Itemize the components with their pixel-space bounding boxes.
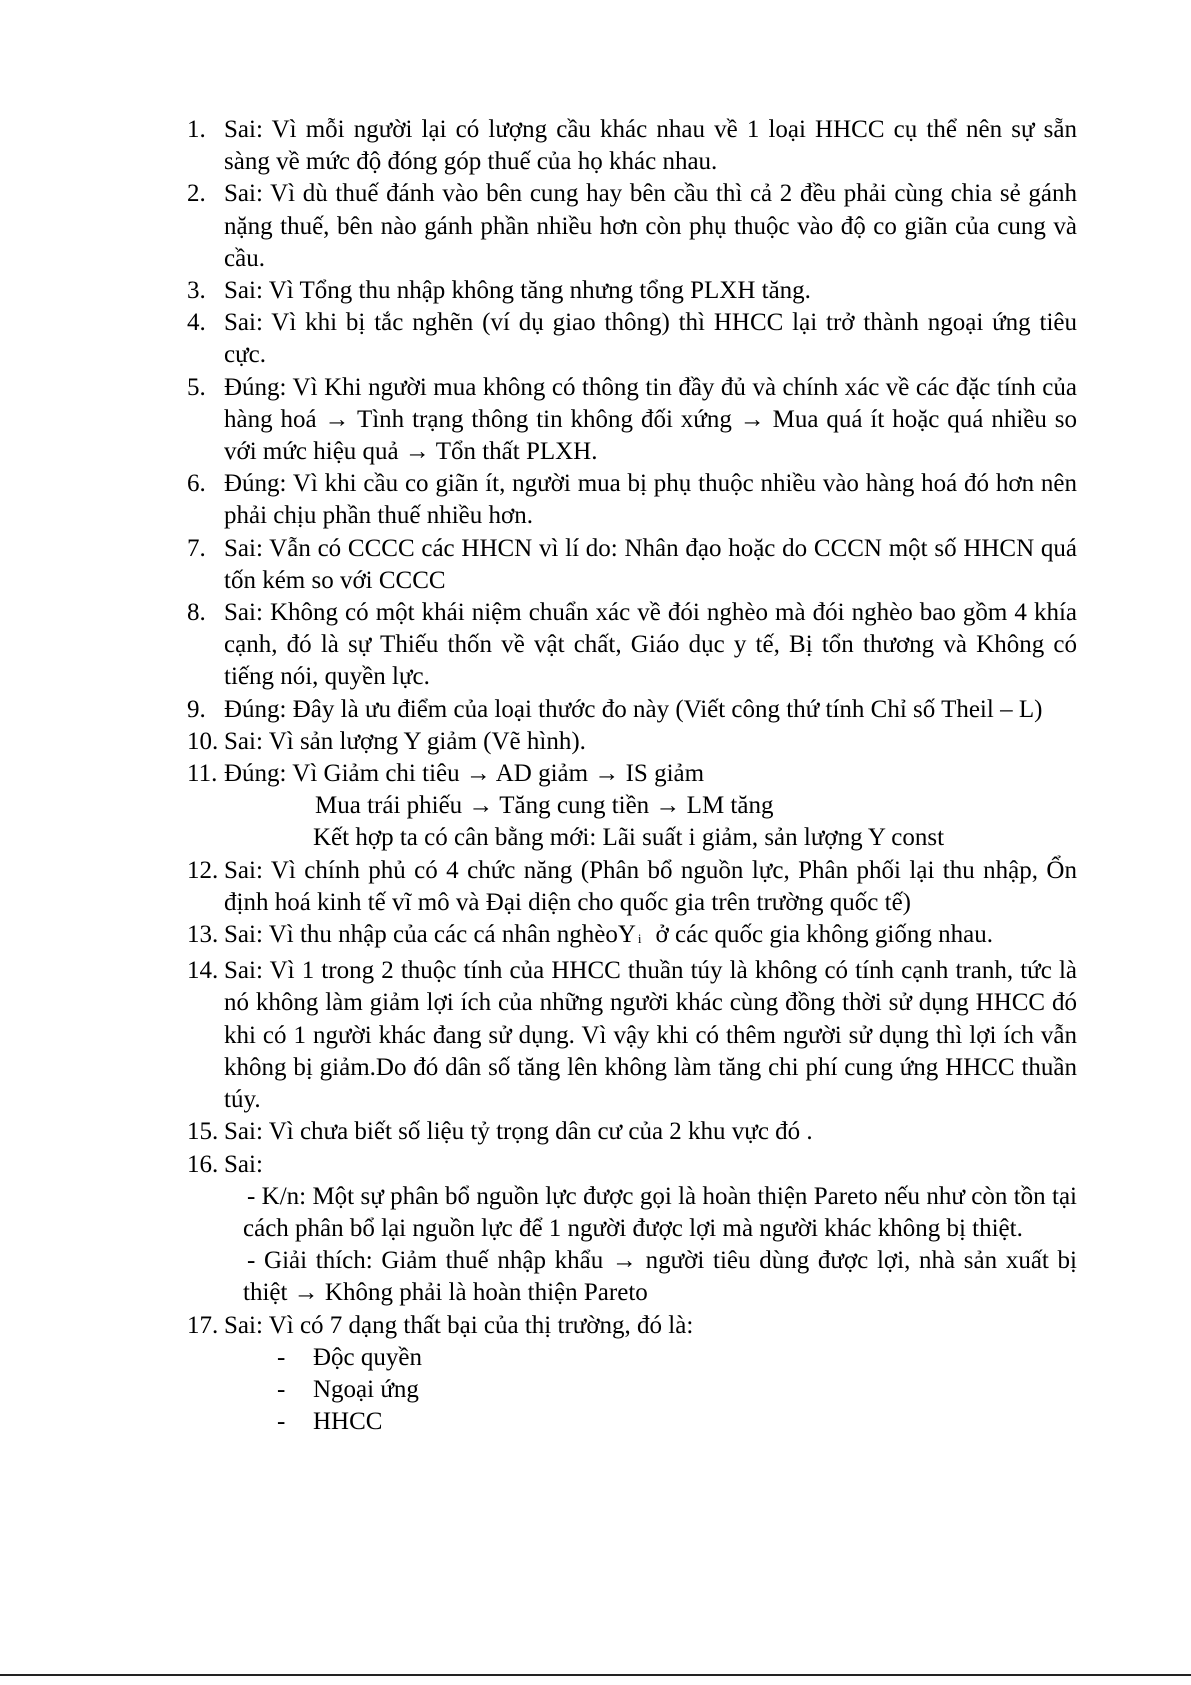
item-number: 15. [187,1118,219,1146]
bullet-item [187,1342,1077,1374]
item-text: Sai: Vì 1 trong 2 thuộc tính của HHCC thuần túy là không có tính cạnh tranh, tức là nó không làm giảm lợi ích của những người khác cùng đồng thời sử dụng HHCC đó khi có 1 người khác đang sử dụng. Vì vậy khi có thêm người sử dụng thì lợi ích vẫn không bị giảm.Do đó dân số tăng lên không làm tăng chi phí cung ứng HHCC thuần túy. [224,957,1077,1114]
item-text: Sai: Vì sản lượng Y giảm (Vẽ hình). [224,727,586,755]
item-number: 2. [187,180,206,208]
list-item [187,1116,1077,1148]
item-text: Sai: Vì chính phủ có 4 chức năng (Phân bổ nguồn lực, Phân phối lại thu nhập, Ổn định hoá kinh tế vĩ mô và Đại diện cho quốc gia trên trường quốc tế) [224,856,1077,916]
item-11-subline-2: Kết hợp ta có cân bằng mới: Lãi suất i giảm, sản lượng Y const [313,824,945,852]
item-number: 10. [187,727,219,755]
item-text: Đúng: Đây là ưu điểm của loại thước đo này (Viết công thứ tính Chỉ số Theil – L) [224,695,1043,723]
item-number: 5. [187,373,206,401]
list-item [187,275,1077,307]
list-item [187,372,1077,469]
item-text: Sai: Vì Tổng thu nhập không tăng nhưng tổng PLXH tăng. [224,277,811,305]
list-item [187,1149,1077,1181]
item-text: Đúng: Vì Giảm chi tiêu → AD giảm → IS giảm [224,760,705,788]
item-number: 12. [187,856,219,884]
item-number: 14. [187,957,219,985]
item-number: 17. [187,1311,219,1339]
item-text: Sai: Vì có 7 dạng thất bại của thị trường, đó là: [224,1311,694,1339]
bullet-text: HHCC [313,1408,383,1436]
item-number: 1. [187,116,206,143]
item-text: Sai: Vì khi bị tắc nghẽn (ví dụ giao thông) thì HHCC lại trở thành ngoại ứng tiêu cực. [224,309,1077,369]
item-number: 9. [187,695,206,723]
list-item [187,597,1077,694]
list-item [187,955,1077,1116]
dash-bullet: - [277,1375,286,1403]
item-16-explanation: - Giải thích: Giảm thuế nhập khẩu → người tiêu dùng được lợi, nhà sản xuất bị thiệt → Không phải là hoàn thiện Pareto [243,1247,1077,1307]
bullet-item [187,1374,1077,1406]
bullet-text: Ngoại ứng [313,1375,419,1403]
item-number: 13. [187,921,219,949]
item-text-part-1: Sai: Vì thu nhập của các cá nhân nghèoY [224,921,636,949]
list-item [187,855,1077,919]
dash-bullet: - [277,1343,286,1371]
item-text: Đúng: Vì khi cầu co giãn ít, người mua bị phụ thuộc nhiều vào hàng hoá đó hơn nên phải chịu phần thuế nhiều hơn. [224,470,1077,530]
item-text-part-2: ở các quốc gia không giống nhau. [655,921,993,949]
list-item [187,919,1077,955]
answer-list [187,114,1077,1438]
item-number: 3. [187,277,206,305]
item-number: 6. [187,470,206,498]
item-11-subline-1: Mua trái phiếu → Tăng cung tiền → LM tăng [315,792,774,820]
list-item [187,694,1077,726]
list-item [187,1310,1077,1342]
list-item [187,758,1077,790]
item-number: 7. [187,534,206,562]
list-item [187,178,1077,275]
item-text: Sai: Vì chưa biết số liệu tỷ trọng dân cư của 2 khu vực đó . [224,1118,813,1146]
item-text: Đúng: Vì Khi người mua không có thông tin đầy đủ và chính xác về các đặc tính của hàng hoá → Tình trạng thông tin không đối xứng → Mua quá ít hoặc quá nhiều so với mức hiệu quả → Tổn thất PLXH. [224,373,1077,466]
dash-bullet: - [277,1408,286,1436]
list-item [187,468,1077,532]
item-number: 11. [187,760,218,788]
item-text: Sai: Vì dù thuế đánh vào bên cung hay bên cầu thì cả 2 đều phải cùng chia sẻ gánh nặng thuế, bên nào gánh phần nhiều hơn còn phụ thuộc vào độ co giãn của cung và cầu. [224,180,1077,272]
list-item [187,307,1077,371]
item-text: Sai: Không có một khái niệm chuẩn xác về đói nghèo mà đói nghèo bao gồm 4 khía cạnh, đó là sự Thiếu thốn về vật chất, Giáo dục y tế, Bị tổn thương và Không có tiếng nói, quyền lực. [224,599,1077,691]
list-item [187,726,1077,758]
list-item [187,114,1077,178]
bottom-rule [0,1674,1191,1676]
item-number: 4. [187,309,206,337]
list-item [187,533,1077,597]
item-text: Sai: [224,1150,263,1178]
item-16-definition: - K/n: Một sự phân bổ nguồn lực được gọi là hoàn thiện Pareto nếu như còn tồn tại cách phân bổ lại nguồn lực để 1 người được lợi mà người khác không bị thiệt. [243,1182,1077,1242]
bullet-text: Độc quyền [313,1343,422,1371]
bullet-item [187,1406,1077,1438]
item-number: 16. [187,1150,219,1178]
item-number: 8. [187,599,206,627]
subscript-i: i [637,931,642,947]
item-text: Sai: Vì mỗi người lại có lượng cầu khác nhau về 1 loại HHCC cụ thể nên sự sẵn sàng về mức độ đóng góp thuế của họ khác nhau. [224,116,1077,176]
item-text: Sai: Vẫn có CCCC các HHCN vì lí do: Nhân đạo hoặc do CCCN một số HHCN quá tốn kém so với CCCC [224,534,1077,594]
